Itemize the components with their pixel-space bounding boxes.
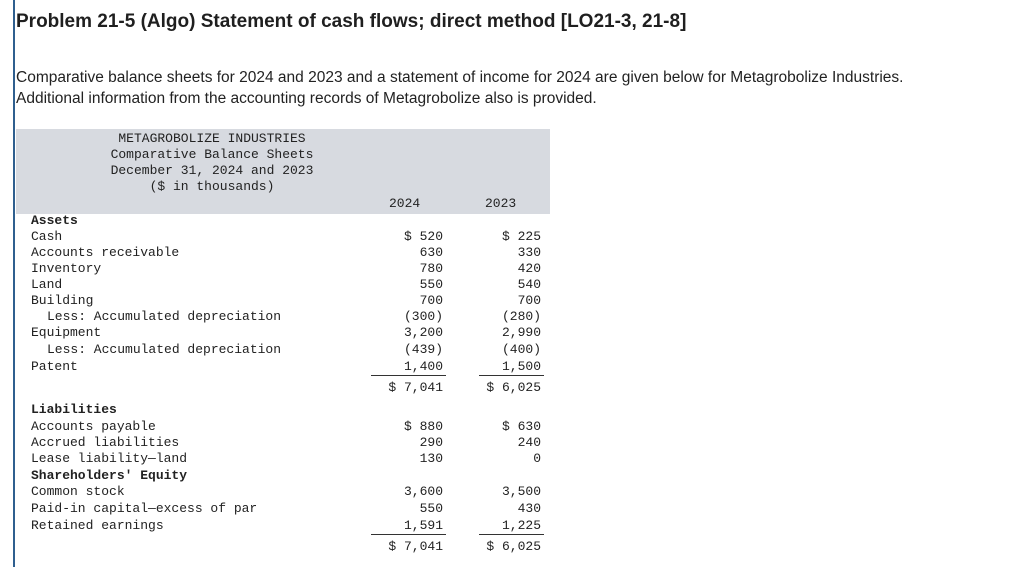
table-row bbox=[16, 484, 550, 500]
value-2023: 240 bbox=[517, 435, 541, 450]
value-2024: $ 520 bbox=[403, 229, 443, 244]
value-2024: 1,591 bbox=[403, 518, 443, 533]
table-row bbox=[16, 309, 550, 325]
row-label: Equipment bbox=[31, 325, 102, 340]
row-label: Patent bbox=[31, 359, 78, 374]
row-label: Accounts payable bbox=[31, 419, 156, 434]
row-label: Less: Accumulated depreciation bbox=[47, 309, 282, 324]
total-row bbox=[16, 539, 550, 555]
value-2023: 2,990 bbox=[501, 325, 541, 340]
total-liabilities-equity-2023: $ 6,025 bbox=[486, 539, 541, 554]
balance-sheet-header bbox=[16, 129, 550, 214]
value-2023: 430 bbox=[517, 501, 541, 516]
value-2024: 3,600 bbox=[403, 484, 443, 499]
value-2023: 420 bbox=[517, 261, 541, 276]
value-2023: 1,500 bbox=[501, 359, 541, 374]
value-2024: 550 bbox=[419, 501, 443, 516]
liabilities-heading: Liabilities bbox=[31, 402, 117, 417]
table-row bbox=[16, 325, 550, 341]
comparative-balance-sheet bbox=[16, 129, 550, 559]
assets-heading: Assets bbox=[31, 213, 78, 228]
statement-title: Comparative Balance Sheets bbox=[110, 147, 314, 162]
section-heading-row bbox=[16, 213, 550, 229]
value-2023: $ 630 bbox=[501, 419, 541, 434]
total-row bbox=[16, 380, 550, 396]
value-2023: (400) bbox=[501, 342, 541, 357]
row-label: Accounts receivable bbox=[31, 245, 180, 260]
value-2023: 330 bbox=[517, 245, 541, 260]
section-heading-row bbox=[16, 468, 550, 484]
total-assets-2024: $ 7,041 bbox=[388, 380, 443, 395]
intro-line: Additional information from the accounting records of Metagrobolize also is provided. bbox=[16, 90, 597, 107]
row-label: Less: Accumulated depreciation bbox=[47, 342, 282, 357]
row-label: Inventory bbox=[31, 261, 102, 276]
table-row bbox=[16, 293, 550, 309]
row-label: Retained earnings bbox=[31, 518, 164, 533]
intro-line: Comparative balance sheets for 2024 and 2023 and a statement of income for 2024 are given below for Metagrobolize Industries. bbox=[16, 69, 904, 86]
table-row bbox=[16, 419, 550, 435]
row-label: Accrued liabilities bbox=[31, 435, 180, 450]
section-heading-row bbox=[16, 402, 550, 418]
table-row bbox=[16, 229, 550, 245]
statement-date: December 31, 2024 and 2023 bbox=[110, 163, 314, 178]
value-2024: 130 bbox=[419, 451, 443, 466]
value-2024: 780 bbox=[419, 261, 443, 276]
table-row bbox=[16, 359, 550, 375]
equity-heading: Shareholders' Equity bbox=[31, 468, 188, 483]
value-2023: 3,500 bbox=[501, 484, 541, 499]
table-row bbox=[16, 451, 550, 467]
table-row bbox=[16, 518, 550, 534]
row-label: Common stock bbox=[31, 484, 125, 499]
table-row bbox=[16, 277, 550, 293]
company-name: METAGROBOLIZE INDUSTRIES bbox=[118, 131, 306, 146]
total-liabilities-equity-2024: $ 7,041 bbox=[388, 539, 443, 554]
row-label: Cash bbox=[31, 229, 63, 244]
value-2024: 550 bbox=[419, 277, 443, 292]
table-row bbox=[16, 261, 550, 277]
value-2023: 700 bbox=[517, 293, 541, 308]
subtotal-rule bbox=[479, 534, 544, 535]
value-2024: 3,200 bbox=[403, 325, 443, 340]
value-2024: 1,400 bbox=[403, 359, 443, 374]
subtotal-rule bbox=[371, 375, 446, 376]
value-2023: $ 225 bbox=[501, 229, 541, 244]
row-label: Lease liability—land bbox=[31, 451, 188, 466]
value-2023: 0 bbox=[533, 451, 541, 466]
table-row bbox=[16, 342, 550, 358]
column-header-2024: 2024 bbox=[389, 196, 421, 211]
statement-units: ($ in thousands) bbox=[149, 179, 275, 194]
subtotal-rule bbox=[479, 375, 544, 376]
value-2023: 1,225 bbox=[501, 518, 541, 533]
column-header-2023: 2023 bbox=[485, 196, 517, 211]
value-2024: 630 bbox=[419, 245, 443, 260]
row-label: Paid-in capital—excess of par bbox=[31, 501, 258, 516]
row-label: Building bbox=[31, 293, 94, 308]
problem-intro bbox=[16, 67, 1016, 109]
table-row bbox=[16, 245, 550, 261]
value-2024: (300) bbox=[403, 309, 443, 324]
table-row bbox=[16, 501, 550, 517]
subtotal-rule bbox=[371, 534, 446, 535]
value-2023: (280) bbox=[501, 309, 541, 324]
problem-title: Problem 21-5 (Algo) Statement of cash flows; direct method [LO21-3, 21-8] bbox=[16, 11, 687, 32]
value-2024: $ 880 bbox=[403, 419, 443, 434]
value-2024: 290 bbox=[419, 435, 443, 450]
total-assets-2023: $ 6,025 bbox=[486, 380, 541, 395]
table-row bbox=[16, 435, 550, 451]
value-2024: (439) bbox=[403, 342, 443, 357]
row-label: Land bbox=[31, 277, 63, 292]
value-2024: 700 bbox=[419, 293, 443, 308]
value-2023: 540 bbox=[517, 277, 541, 292]
left-accent-rule bbox=[13, 0, 15, 567]
